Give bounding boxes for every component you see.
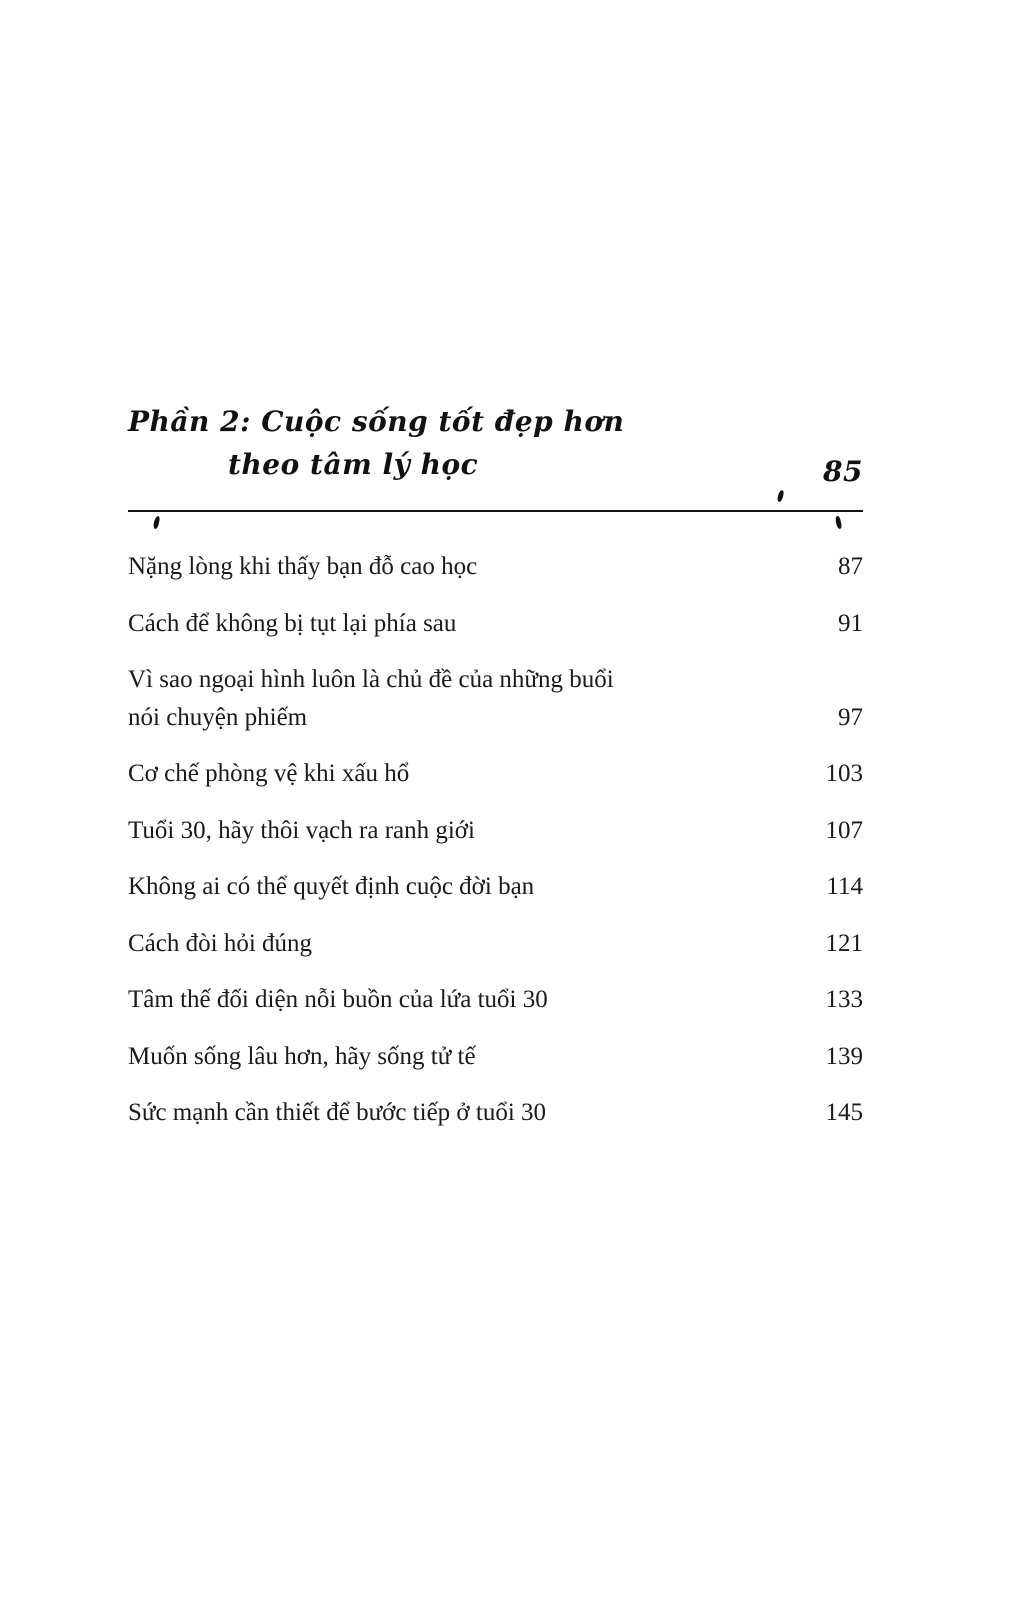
- toc-entry-title: [128, 661, 801, 736]
- flourish-dot-right-icon: [835, 516, 843, 530]
- toc-entry[interactable]: [128, 661, 863, 736]
- toc-entry-title: Muốn sống lâu hơn, hãy sống tử tế: [128, 1042, 476, 1070]
- toc-entry-page: 145: [825, 1099, 863, 1126]
- toc-entry-title: Tâm thế đối diện nỗi buồn của lứa tuổi 30: [128, 986, 548, 1013]
- toc-entry-page: 133: [825, 986, 863, 1013]
- table-of-contents: [128, 400, 863, 1151]
- toc-entry-title: Tuổi 30, hãy thôi vạch ra ranh giới: [128, 816, 475, 844]
- toc-entry-page: 97: [838, 703, 863, 731]
- toc-entry[interactable]: [128, 925, 863, 963]
- flourish-dot-left-icon: [153, 516, 161, 530]
- toc-entry-title: Cơ chế phòng vệ khi xấu hổ: [128, 760, 410, 787]
- toc-entry-page: 107: [825, 816, 863, 844]
- part-page-number: 85: [823, 455, 863, 488]
- toc-entry[interactable]: [128, 548, 863, 586]
- toc-entry-title: Cách để không bị tụt lại phía sau: [128, 609, 457, 637]
- toc-entry-page: 139: [825, 1042, 863, 1070]
- toc-entry[interactable]: [128, 868, 863, 906]
- toc-entry-title-line-2: nói chuyện phiếm: [128, 703, 308, 731]
- toc-entry-title: Nặng lòng khi thấy bạn đỗ cao học: [128, 553, 478, 580]
- toc-entry-page: 91: [838, 609, 863, 637]
- toc-entry-page: 87: [838, 553, 863, 580]
- part-heading-line-1: Phần 2: Cuộc sống tốt đẹp hơn: [128, 405, 625, 438]
- toc-entry-title: Không ai có thể quyết định cuộc đời bạn: [128, 873, 535, 900]
- toc-entry-title: Sức mạnh cần thiết để bước tiếp ở tuổi 30: [128, 1099, 547, 1126]
- toc-entry[interactable]: [128, 981, 863, 1019]
- toc-entry-title-line-1: Vì sao ngoại hình luôn là chủ đề của những buổi: [128, 666, 614, 693]
- part-heading-line-2: theo tâm lý học: [228, 448, 479, 482]
- toc-entry-page: 103: [825, 760, 863, 787]
- toc-entry-page: 121: [825, 929, 863, 957]
- toc-entry-list: [128, 548, 863, 1132]
- toc-entry[interactable]: [128, 605, 863, 643]
- toc-entry-title: Cách đòi hỏi đúng: [128, 929, 313, 957]
- heading-divider: [128, 510, 863, 512]
- toc-entry[interactable]: [128, 1094, 863, 1132]
- toc-entry[interactable]: [128, 812, 863, 850]
- toc-entry[interactable]: [128, 1038, 863, 1076]
- toc-entry-page: 114: [826, 873, 863, 900]
- part-heading: [128, 400, 863, 496]
- toc-entry[interactable]: [128, 755, 863, 793]
